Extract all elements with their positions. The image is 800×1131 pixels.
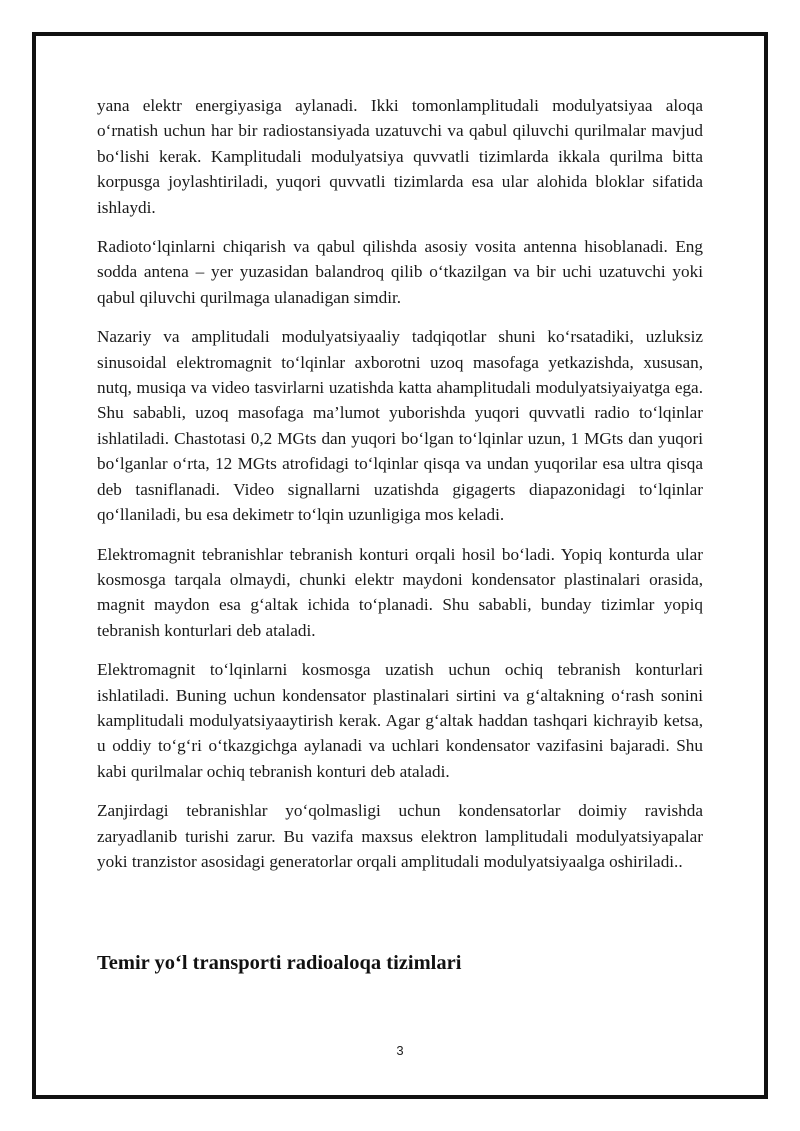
paragraph: Elektromagnit to‘lqinlarni kosmosga uzatish uchun ochiq tebranish konturlari ishlatiladi. Buning uchun kondensator plastinalari sirtini va g‘altakning o‘rash sonini kamplitudali modulyatsiyaaytirish kerak. Agar g‘altak haddan tashqari kichrayib ketsa, u oddiy to‘g‘ri o‘tkazgichga aylanadi va uchlari kondensator vazifasini bajaradi. Shu kabi qurilmalar ochiq tebranish konturi deb ataladi.	[97, 660, 703, 781]
paragraph: Zanjirdagi tebranishlar yo‘qolmasligi uchun kondensatorlar doimiy ravishda zaryadlanib turishi zarur. Bu vazifa maxsus elektron lamplitudali modulyatsiyapalar yoki tranzistor asosidagi generatorlar orqali amplitudali modulyatsiyaalga oshiriladi..	[97, 801, 703, 871]
paragraph: Elektromagnit tebranishlar tebranish konturi orqali hosil bo‘ladi. Yopiq konturda ular kosmosga tarqala olmaydi, chunki elektr maydoni kondensator plastinalari orasida, magnit maydon esa g‘altak ichida to‘planadi. Shu sababli, bunday tizimlar yopiq tebranish konturlari deb ataladi.	[97, 544, 703, 640]
paragraph: Radioto‘lqinlarni chiqarish va qabul qilishda asosiy vosita antenna hisoblanadi. Eng sodda antena – yer yuzasidan balandroq qilib o‘tkazilgan va bir uchi uzatuvchi yoki qabul qiluvchi qurilmaga ulanadigan simdir.	[97, 237, 703, 307]
paragraph: Nazariy va amplitudali modulyatsiyaaliy tadqiqotlar shuni ko‘rsatadiki, uzluksiz sinusoidal elektromagnit to‘lqinlar axborotni uzoq masofaga yetkazishda, xususan, nutq, musiqa va video tasvirlarni uzatishda katta ahamplitudali modulyatsiyaiyatga ega. Shu sababli, uzoq masofaga ma’lumot yuborishda yuqori quvvatli radio to‘lqinlar ishlatiladi. Chastotasi 0,2 MGts dan yuqori bo‘lgan to‘lqinlar uzun, 1 MGts dan yuqori bo‘lganlar o‘rta, 12 MGts atrofidagi to‘lqinlar qisqa va undan yuqorilar esa ultra qisqa deb tasniflanadi. Video signallarni uzatishda gigagerts diapazonidagi to‘lqinlar qo‘llaniladi, bu esa dekimetr to‘lqin uzunligiga mos keladi.	[97, 327, 703, 525]
paragraph: yana elektr energiyasiga aylanadi. Ikki tomonlamplitudali modulyatsiyaa aloqa o‘rnatish uchun har bir radiostansiyada uzatuvchi va qabul qiluvchi qurilmalar mavjud bo‘lishi kerak. Kamplitudali modulyatsiya quvvatli tizimlarda ikkala qurilma bitta korpusga joylashtiriladi, yuqori quvvatli tizimlarda esa ular alohida bloklar sifatida ishlaydi.	[97, 96, 703, 217]
section-heading: Temir yo‘l transporti radioaloqa tizimlari	[97, 952, 462, 974]
document-body	[97, 93, 703, 888]
page-number: 3	[396, 1043, 404, 1058]
